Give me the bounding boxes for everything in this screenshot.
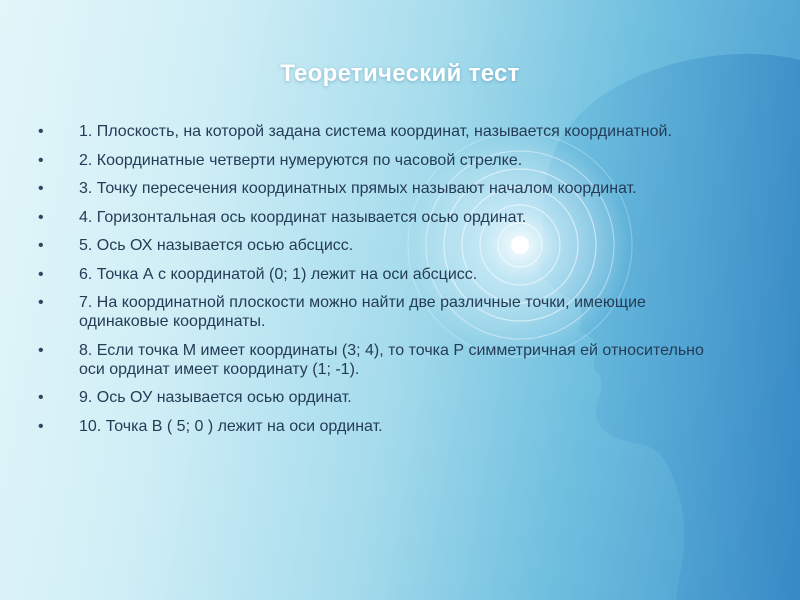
- list-item: [38, 122, 728, 141]
- list-item: [38, 341, 728, 379]
- item-text: 4. Горизонтальная ось координат называется осью ординат.: [79, 208, 527, 226]
- list-item: [38, 208, 728, 227]
- bullet-icon: •: [38, 208, 44, 226]
- item-text: 3. Точку пересечения координатных прямых называют началом координат.: [79, 180, 637, 197]
- item-text: 6. Точка А с координатой (0; 1) лежит на оси абсцисс.: [79, 265, 478, 283]
- item-text: 2. Координатные четверти нумеруются по часовой стрелке.: [79, 151, 523, 169]
- item-text: 1. Плоскость, на которой задана система координат, называется координатной.: [79, 123, 672, 140]
- item-text: 8. Если точка М имеет координаты (3; 4), то точка Р симметричная ей относительно оси ординат имеет координату (1; -1).: [79, 341, 704, 378]
- list-item: [38, 293, 728, 331]
- list-item: [38, 179, 728, 198]
- bullet-icon: •: [38, 180, 44, 197]
- bullet-icon: •: [38, 417, 44, 435]
- list-item: [38, 151, 728, 170]
- list-item: [38, 265, 728, 284]
- list-item: [38, 417, 728, 436]
- item-text: 9. Ось ОУ называется осью ординат.: [79, 389, 352, 406]
- bullet-icon: •: [38, 237, 44, 254]
- list-item: [38, 388, 728, 407]
- bullet-icon: •: [38, 389, 44, 406]
- slide-title: Теоретический тест: [280, 60, 520, 87]
- item-text: 5. Ось ОХ называется осью абсцисс.: [79, 237, 354, 254]
- bullet-icon: •: [38, 151, 44, 169]
- bullet-icon: •: [38, 265, 44, 283]
- item-text: 10. Точка В ( 5; 0 ) лежит на оси ординат.: [79, 417, 383, 435]
- list-item: [38, 236, 728, 255]
- bullet-icon: •: [38, 341, 44, 359]
- bullet-icon: •: [38, 294, 44, 311]
- bullet-icon: •: [38, 123, 44, 140]
- statement-list: [38, 122, 728, 445]
- item-text: 7. На координатной плоскости можно найти две различные точки, имеющие одинаковые координаты.: [79, 294, 646, 330]
